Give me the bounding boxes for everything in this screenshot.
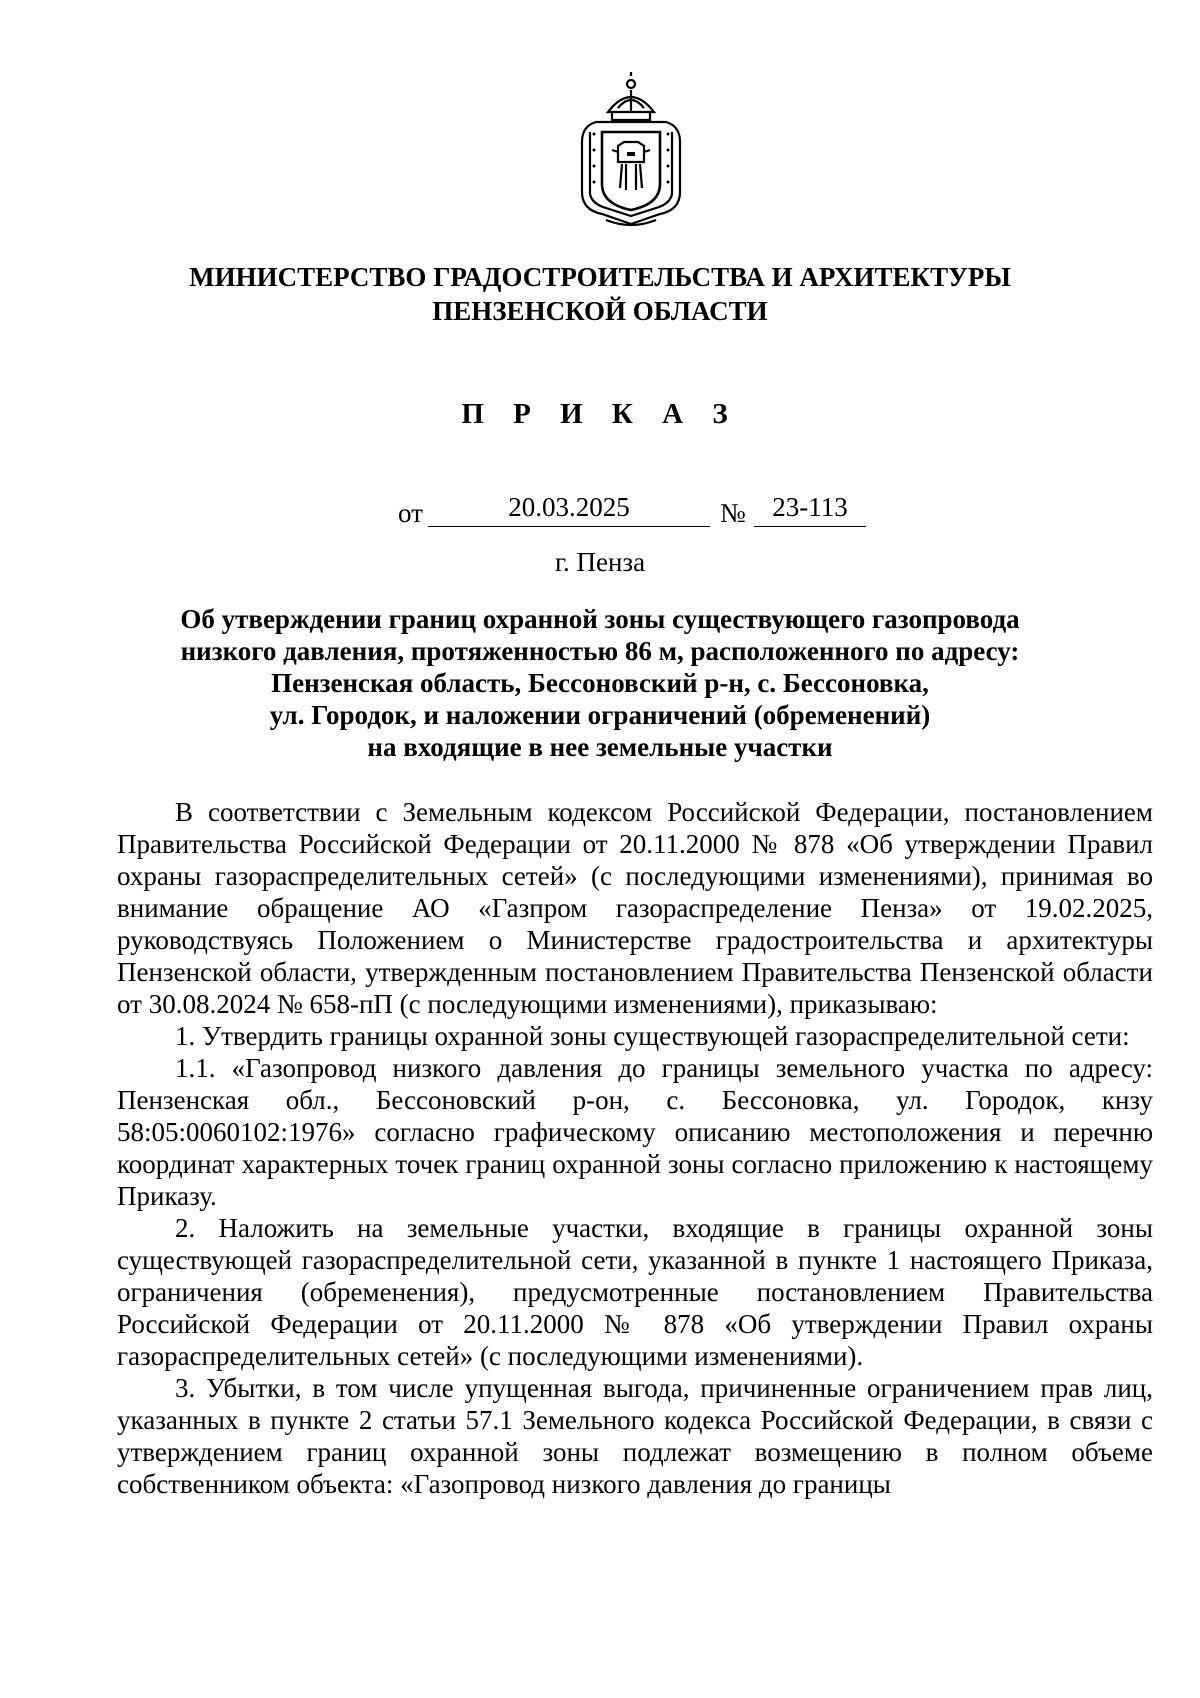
item-1-paragraph: 1. Утвердить границы охранной зоны существующей газораспределительной сети: [175,1021,1130,1051]
subject-line-1: Об утверждении границ охранной зоны существующего газопровода [180,604,1020,634]
date-prefix: от [398,498,423,528]
number-prefix: № [720,498,746,528]
city-line: г. Пенза [554,547,646,577]
ministry-title-line-1: МИНИСТЕРСТВО ГРАДОСТРОИТЕЛЬСТВА И АРХИТЕКТУРЫ [189,262,1011,292]
order-number: 23-113 [754,492,866,527]
item-3-paragraph: 3. Убытки, в том числе упущенная выгода, причиненные ограничением прав лиц, указанных в пункте 2 статьи 57.1 Земельного кодекса Российской Федерации, в связи с утверждением границ охранной зоны подлежат возмещению в полном объеме собственником объекта: «Газопровод низкого давления до границы [117,1373,1153,1499]
subject-line-4: ул. Городок, и наложении ограничений (обременений) [269,700,931,730]
order-date: 20.03.2025 [428,492,710,527]
subject-line-5: на входящие в нее земельные участки [367,732,833,762]
date-number-row [0,492,1200,532]
coat-of-arms-emblem [572,72,690,232]
document-type-heading: П Р И К А З [461,398,739,430]
order-subject [100,603,1100,763]
preamble-paragraph: В соответствии с Земельным кодексом Российской Федерации, постановлением Правительства Российской Федерации от 20.11.2000 № 878 «Об утверждении Правил охраны газораспределительных сетей» (с последующими изменениями), принимая во внимание обращение АО «Газпром газораспределение Пенза» от 19.02.2025, руководствуясь Положением о Министерстве градостроительства и архитектуры Пензенской области, утвержденным постановлением Правительства Пензенской области от 30.08.2024 № 658-пП (с последующими изменениями), приказываю: [117,797,1153,1019]
item-2-paragraph: 2. Наложить на земельные участки, входящие в границы охранной зоны существующей газораспределительной сети, указанной в пункте 1 настоящего Приказа, ограничения (обременения), предусмотренные постановлением Правительства Российской Федерации от 20.11.2000 № 878 «Об утверждении Правил охраны газораспределительных сетей» (с последующими изменениями). [117,1213,1153,1371]
order-body [117,796,1153,1500]
ministry-title-line-2: ПЕНЗЕНСКОЙ ОБЛАСТИ [432,296,768,326]
subject-line-2: низкого давления, протяженностью 86 м, расположенного по адресу: [180,636,1020,666]
item-1-1-paragraph: 1.1. «Газопровод низкого давления до границы земельного участка по адресу: Пензенская обл., Бессоновский р-он, с. Бессоновка, ул. Городок, кнзу 58:05:0060102:1976» согласно графическому описанию местоположения и перечню координат характерных точек границ охранной зоны согласно приложению к настоящему Приказу. [117,1053,1153,1211]
subject-line-3: Пензенская область, Бессоновский р-н, с. Бессоновка, [271,668,929,698]
ministry-title [100,260,1100,328]
